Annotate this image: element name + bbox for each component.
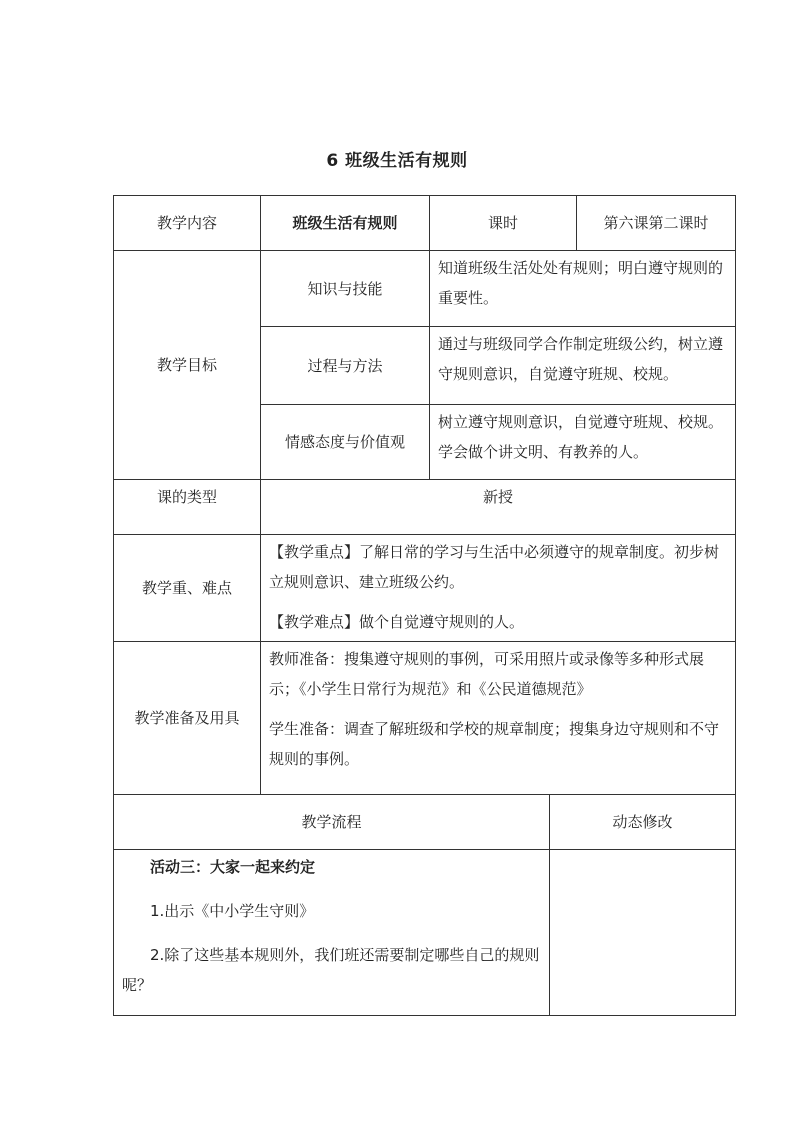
period-value: 第六课第二课时 [577,196,736,251]
key-points-cell [261,535,736,642]
objective-name: 过程与方法 [261,327,430,405]
teacher-preparation: 教师准备：搜集遵守规则的事例，可采用照片或录像等多种形式展示；《小学生日常行为规范》和《公民道德规范》 [269,650,705,698]
objective-name: 知识与技能 [261,251,430,327]
teaching-focus: 【教学重点】了解日常的学习与生活中必须遵守的规章制度。初步树立规则意识、建立班级公约。 [269,543,720,591]
document-title: 6 班级生活有规则 [326,151,468,171]
activity-title: 活动三：大家一起来约定 [150,858,316,876]
preparation-label: 教学准备及用具 [114,642,261,795]
objective-name: 情感态度与价值观 [261,405,430,480]
activity-step: 1.出示《中小学生守则》 [150,902,315,920]
flow-header: 教学流程 [114,795,550,850]
objective-text: 树立遵守规则意识，自觉遵守班规、校规。学会做个讲文明、有教养的人。 [430,405,736,480]
revision-header: 动态修改 [550,795,736,850]
preparation-cell [261,642,736,795]
revision-cell [550,850,736,1016]
student-preparation: 学生准备：调查了解班级和学校的规章制度；搜集身边守规则和不守规则的事例。 [269,720,720,768]
process-header-row [114,795,736,850]
teaching-difficulty: 【教学难点】做个自觉遵守规则的人。 [269,613,525,631]
objective-text: 通过与班级同学合作制定班级公约，树立遵守规则意识，自觉遵守班规、校规。 [430,327,736,405]
lesson-plan-table [113,195,736,1016]
content-row [114,196,736,251]
activity-row [114,850,736,1016]
content-label: 教学内容 [114,196,261,251]
key-points-label: 教学重、难点 [114,535,261,642]
activity-step: 2.除了这些基本规则外，我们班还需要制定哪些自己的规则呢？ [122,946,540,994]
lesson-type-value: 新授 [261,480,736,535]
objective-text: 知道班级生活处处有规则；明白遵守规则的重要性。 [430,251,736,327]
objectives-label: 教学目标 [114,251,261,480]
preparation-row [114,642,736,795]
activity-cell [114,850,550,1016]
objective-row-1 [114,251,736,327]
lesson-type-row [114,480,736,535]
content-value: 班级生活有规则 [261,196,430,251]
key-points-row [114,535,736,642]
period-label: 课时 [430,196,577,251]
lesson-type-label: 课的类型 [114,480,261,535]
